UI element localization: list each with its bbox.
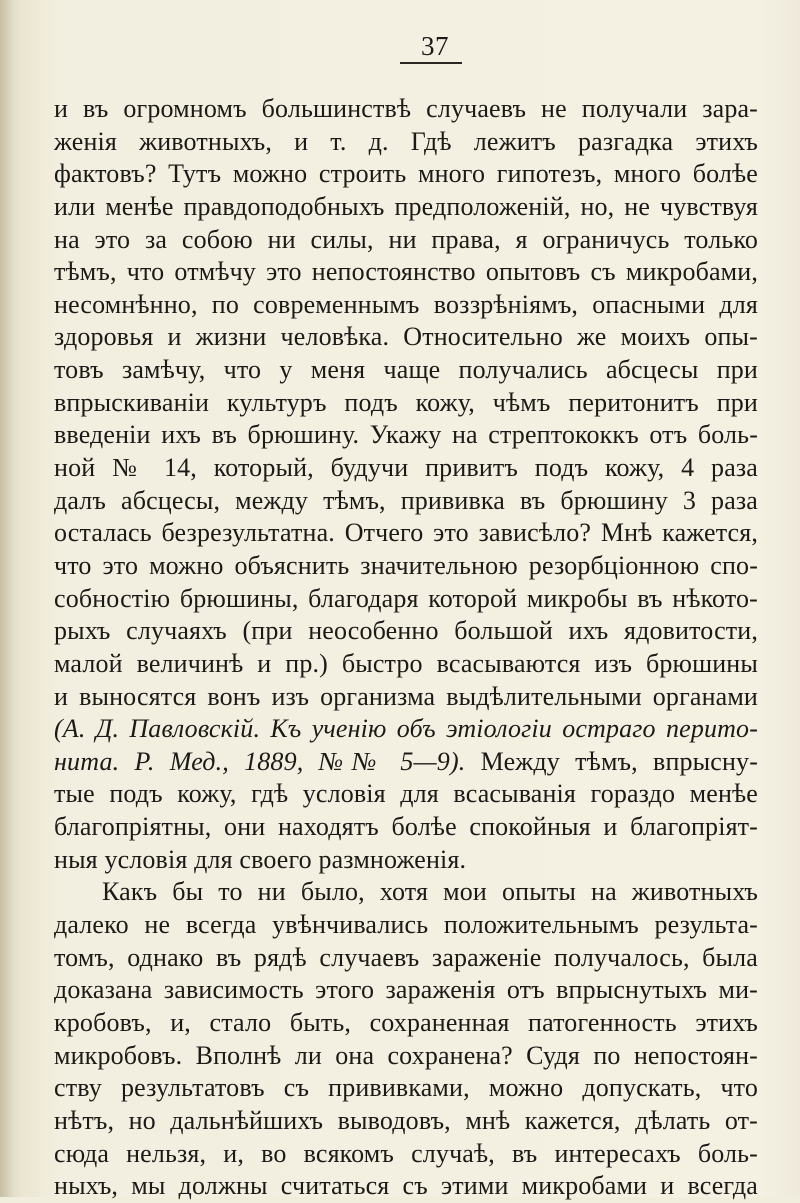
text-line: на это за собою ни силы, ни права, я ограничусь только (54, 224, 758, 254)
text-line: далъ абсцесы, между тѣмъ, прививка въ брюшину 3 раза (54, 485, 758, 515)
text-line: ныхъ, мы должны считаться съ этими микробами и всегда (54, 1171, 758, 1201)
text-line: малой величинѣ и пр.) быстро всасываются изъ брюшины (54, 648, 758, 678)
text-line: рыхъ случаяхъ (при неособенно большой ихъ ядовитости, (54, 616, 758, 646)
text-line: введеніи ихъ въ брюшину. Укажу на стрептококкъ отъ боль- (54, 420, 758, 450)
text-line: ныя условія для своего размноженія. (54, 844, 467, 874)
page-number-underline (400, 62, 462, 64)
text-line: микробовъ. Вполнѣ ли она сохранена? Судя по непостоян- (54, 1040, 758, 1070)
body-text (54, 93, 758, 1203)
text-line: и выносятся вонъ изъ организма выдѣлительными органами (54, 681, 758, 711)
text-line: ству результатовъ съ прививками, можно допускать, что (54, 1073, 758, 1103)
page-number: 37 (421, 31, 449, 61)
text-line: осталась безрезультатна. Отчего это зависѣло? Мнѣ кажется, (54, 518, 758, 548)
citation-line: (А. Д. Павловскій. Къ ученію объ этіологіи остраго перито- (54, 714, 758, 744)
text-line: тые подъ кожу, гдѣ условія для всасыванія гораздо менѣе (54, 779, 758, 809)
text-line: благопріятны, они находятъ болѣе спокойныя и благопріят- (54, 812, 758, 842)
text-fragment: Между тѣмъ, впрысну- (465, 746, 759, 776)
text-line: женія животныхъ, и т. д. Гдѣ лежитъ разгадка этихъ (54, 126, 758, 156)
text-line: тѣмъ, что отмѣчу это непостоянство опытовъ съ микробами, (54, 257, 758, 287)
text-line: нѣтъ, но дальнѣйшихъ выводовъ, мнѣ кажется, дѣлать от- (54, 1105, 758, 1135)
citation-line (54, 746, 758, 779)
text-line: впрыскиваніи культуръ подъ кожу, чѣмъ перитонитъ при (54, 387, 758, 417)
text-line: несомнѣнно, по современнымъ воззрѣніямъ, опасными для (54, 289, 758, 319)
text-line: собностію брюшины, благодаря которой микробы въ нѣкото- (54, 583, 758, 613)
text-line: или менѣе правдоподобныхъ предположеній, но, не чувствуя (54, 191, 758, 221)
text-line: сюда нельзя, и, во всякомъ случаѣ, въ интересахъ боль- (54, 1138, 758, 1168)
text-line: томъ, однако въ рядѣ случаевъ зараженіе получалось, была (54, 942, 758, 972)
text-line: фактовъ? Тутъ можно строить много гипотезъ, много болѣе (54, 159, 758, 189)
text-line: кробовъ, и, стало быть, сохраненная патогенность этихъ (54, 1007, 758, 1037)
citation-text: нита. Р. Мед., 1889, №№ 5—9). (54, 746, 466, 776)
text-line: что это можно объяснить значительною резорбціонною спо- (54, 550, 758, 580)
text-line: далеко не всегда увѣнчивались положительнымъ результа- (54, 910, 758, 940)
paragraph-first-line: Какъ бы то ни было, хотя мои опыты на животныхъ (102, 877, 758, 907)
text-line: товъ замѣчу, что у меня чаще получались абсцесы при (54, 355, 758, 385)
text-line: ной № 14, который, будучи привитъ подъ кожу, 4 раза (54, 453, 758, 483)
page-binding-edge (0, 0, 14, 1197)
text-line: и въ огромномъ большинствѣ случаевъ не получали зара- (54, 94, 758, 123)
text-line: доказана зависимость этого зараженія отъ впрыснутыхъ ми- (54, 975, 758, 1005)
text-line: здоровья и жизни человѣка. Относительно же моихъ опы- (54, 322, 758, 352)
